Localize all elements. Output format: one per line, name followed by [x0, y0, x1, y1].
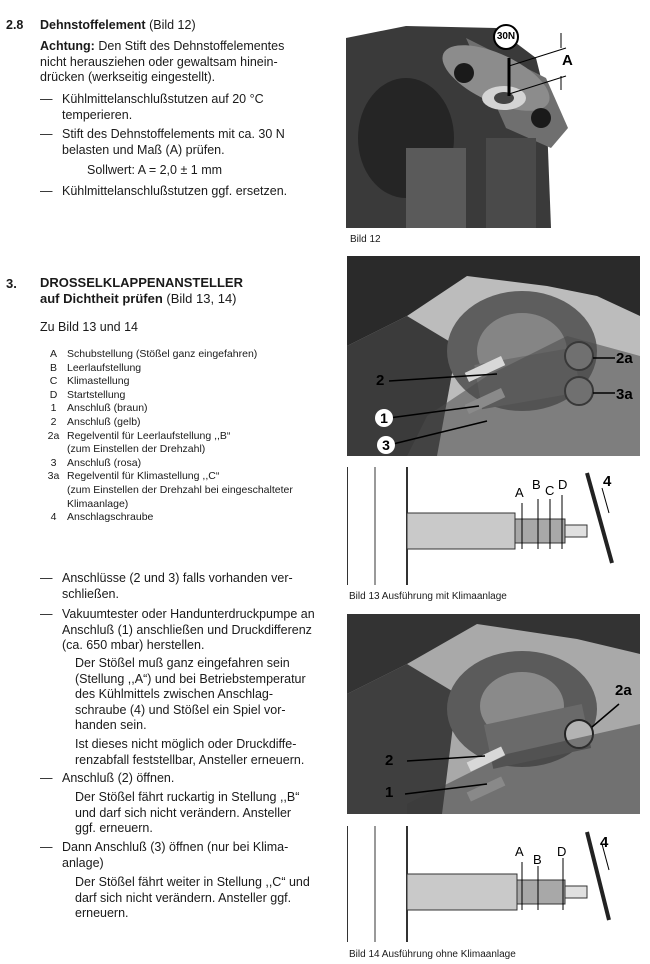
- detail-line: renzabfall feststellbar, Ansteller erneuern.: [75, 752, 305, 767]
- label-3: 3: [377, 436, 395, 454]
- position-a-label: A: [515, 485, 524, 500]
- plunger-positions-drawing-13: [347, 463, 640, 585]
- label-2: 2: [376, 372, 385, 389]
- section-number-3: 3.: [6, 276, 17, 291]
- dimension-a-label: A: [562, 52, 573, 69]
- legend-row: [40, 375, 340, 389]
- legend-row: [40, 389, 340, 403]
- achtung-line: nicht herausziehen oder gewaltsam hinein-: [40, 54, 278, 69]
- legend-key: B: [49, 361, 57, 374]
- detail-line: Der Stößel muß ganz eingefahren sein: [75, 656, 290, 670]
- step-line: temperieren.: [62, 107, 133, 122]
- step-item: [62, 92, 342, 123]
- legend-text: Klimaanlage): [67, 497, 129, 510]
- label-3a: 3a: [616, 386, 633, 403]
- step-item: Anschluß (2) öffnen.: [62, 771, 175, 785]
- legend-key: 2a: [47, 429, 60, 442]
- position-b-label: B: [533, 852, 542, 867]
- step-line: (ca. 650 mbar) herstellen.: [62, 638, 205, 652]
- detail-line: erneuern.: [75, 906, 129, 920]
- legend-key: 4: [50, 511, 57, 524]
- step-item: [62, 607, 362, 654]
- legend-row: [40, 484, 340, 498]
- legend-row: [40, 457, 340, 471]
- detail-line: Der Stößel fährt ruckartig in Stellung ,,B“: [75, 790, 300, 804]
- detail-line: Der Stößel fährt weiter in Stellung ,,C“ und: [75, 875, 310, 889]
- force-label: 30N: [493, 24, 519, 50]
- legend-text: Klimastellung: [67, 375, 130, 388]
- dash: —: [40, 571, 53, 585]
- legend-row: [40, 348, 340, 362]
- section-number-2-8: 2.8: [6, 18, 24, 32]
- detail-line: handen sein.: [75, 718, 147, 732]
- legend-key: D: [49, 388, 58, 401]
- step-line: anlage): [62, 855, 104, 870]
- title-line: DROSSELKLAPPENANSTELLER: [40, 275, 243, 290]
- figure-13-photo: [347, 256, 640, 456]
- legend-row: [40, 511, 340, 525]
- section-title-2-8: [40, 18, 196, 34]
- legend-text: (zum Einstellen der Drehzahl bei eingeschalteter: [67, 483, 293, 496]
- thermostat-housing-drawing: [346, 18, 580, 228]
- step-line: schließen.: [62, 586, 119, 601]
- detail-line: darf sich nicht verändern. Ansteller ggf.: [75, 890, 292, 905]
- figure-14-photo: [347, 614, 640, 814]
- legend-key: 3: [50, 456, 57, 469]
- title-ref: (Bild 12): [149, 18, 196, 32]
- legend-row: [40, 416, 340, 430]
- achtung-line: Den Stift des Dehnstoffelementes: [98, 39, 285, 53]
- label-1: 1: [385, 784, 394, 801]
- label-2: 2: [385, 752, 394, 769]
- step-item: [62, 840, 352, 871]
- detail-line: schraube (4) und Stößel ein Spiel vor-: [75, 702, 286, 717]
- step-detail: [75, 737, 355, 768]
- stop-screw-label: 4: [603, 473, 612, 490]
- figure-14-detail: [347, 822, 640, 942]
- figure-14-caption: Bild 14 Ausführung ohne Klimaanlage: [349, 949, 516, 960]
- position-d-label: D: [557, 844, 567, 859]
- step-detail: [75, 875, 355, 922]
- position-c-label: C: [545, 483, 555, 498]
- legend-key: [40, 498, 67, 512]
- figure-12-photo: [346, 18, 580, 228]
- step-line: Dann Anschluß (3) öffnen (nur bei Klima-: [62, 840, 289, 854]
- legend-key: 3a: [47, 470, 60, 483]
- step-line: Anschlüsse (2 und 3) falls vorhanden ver-: [62, 571, 293, 585]
- legend-key: 1: [50, 402, 57, 415]
- legend-text: Leerlaufstellung: [67, 361, 142, 374]
- legend-row: [40, 498, 340, 512]
- dash: —: [40, 771, 53, 785]
- legend-text: Regelventil für Leerlaufstellung ,,B“: [67, 429, 231, 442]
- legend-text: Startstellung: [67, 388, 126, 401]
- label-1: 1: [375, 409, 393, 427]
- step-line: belasten und Maß (A) prüfen.: [62, 142, 225, 157]
- legend-key: [40, 443, 67, 457]
- detail-line: ggf. erneuern.: [75, 821, 153, 835]
- detail-line: des Kühlmittels zwischen Anschlag-: [75, 687, 274, 701]
- achtung-label: Achtung:: [40, 39, 95, 53]
- detail-line: Ist dieses nicht möglich oder Druckdiffe-: [75, 737, 297, 751]
- detail-line: (Stellung ,,A“) und bei Betriebstemperatur: [75, 671, 306, 686]
- dash: —: [40, 184, 53, 198]
- legend-text: Anschlagschraube: [67, 511, 154, 524]
- step-line: Kühlmittelanschlußstutzen auf 20 °C: [62, 92, 264, 106]
- legend-row: [40, 470, 340, 484]
- figure-13-detail: [347, 463, 640, 585]
- dash: —: [40, 127, 53, 141]
- step-detail: [75, 790, 355, 837]
- position-d-label: D: [558, 477, 568, 492]
- step-item: [62, 127, 342, 158]
- stop-screw-label: 4: [600, 834, 609, 851]
- legend-text: Schubstellung (Stößel ganz eingefahren): [67, 348, 258, 360]
- legend-list: [40, 348, 340, 525]
- legend-key: A: [49, 348, 57, 360]
- dash: —: [40, 840, 53, 854]
- title-line: auf Dichtheit prüfen: [40, 291, 163, 306]
- legend-text: Anschluß (braun): [67, 402, 148, 415]
- position-b-label: B: [532, 477, 541, 492]
- title-ref: (Bild 13, 14): [166, 291, 237, 306]
- step-detail: [75, 656, 355, 734]
- label-2a: 2a: [615, 682, 632, 699]
- achtung-note: [40, 39, 340, 86]
- detail-line: und darf sich nicht verändern. Ansteller: [75, 805, 292, 820]
- legend-key: C: [49, 375, 58, 388]
- sollwert: Sollwert: A = 2,0 ± 1 mm: [87, 163, 223, 177]
- label-2a: 2a: [616, 350, 633, 367]
- dash: —: [40, 92, 53, 106]
- legend-text: Anschluß (gelb): [67, 415, 141, 428]
- dash: —: [40, 607, 53, 621]
- legend-row: [40, 362, 340, 376]
- step-item: [62, 571, 352, 602]
- legend-row: [40, 443, 340, 457]
- legend-intro: Zu Bild 13 und 14: [40, 320, 138, 334]
- legend-key: 2: [50, 415, 57, 428]
- legend-row: [40, 402, 340, 416]
- step-line: Anschluß (1) anschließen und Druckdifferenz: [62, 622, 312, 637]
- legend-text: Regelventil für Klimastellung ,,C“: [67, 470, 220, 483]
- legend-text: Anschluß (rosa): [67, 456, 142, 469]
- position-a-label: A: [515, 844, 524, 859]
- achtung-line: drücken (werkseitig eingestellt).: [40, 70, 216, 84]
- section-title-3: [40, 275, 243, 307]
- figure-13-caption: Bild 13 Ausführung mit Klimaanlage: [349, 591, 507, 602]
- legend-key: [40, 484, 67, 498]
- legend-row: [40, 430, 340, 444]
- throttle-actuator-drawing-13: [347, 256, 640, 456]
- step-item: Kühlmittelanschlußstutzen ggf. ersetzen.: [62, 184, 288, 198]
- step-line: Vakuumtester oder Handunterdruckpumpe an: [62, 607, 315, 621]
- plunger-positions-drawing-14: [347, 822, 640, 942]
- legend-text: (zum Einstellen der Drehzahl): [67, 443, 206, 456]
- figure-12-caption: Bild 12: [350, 234, 381, 245]
- title-text: Dehnstoffelement: [40, 18, 146, 32]
- step-line: Stift des Dehnstoffelements mit ca. 30 N: [62, 127, 285, 141]
